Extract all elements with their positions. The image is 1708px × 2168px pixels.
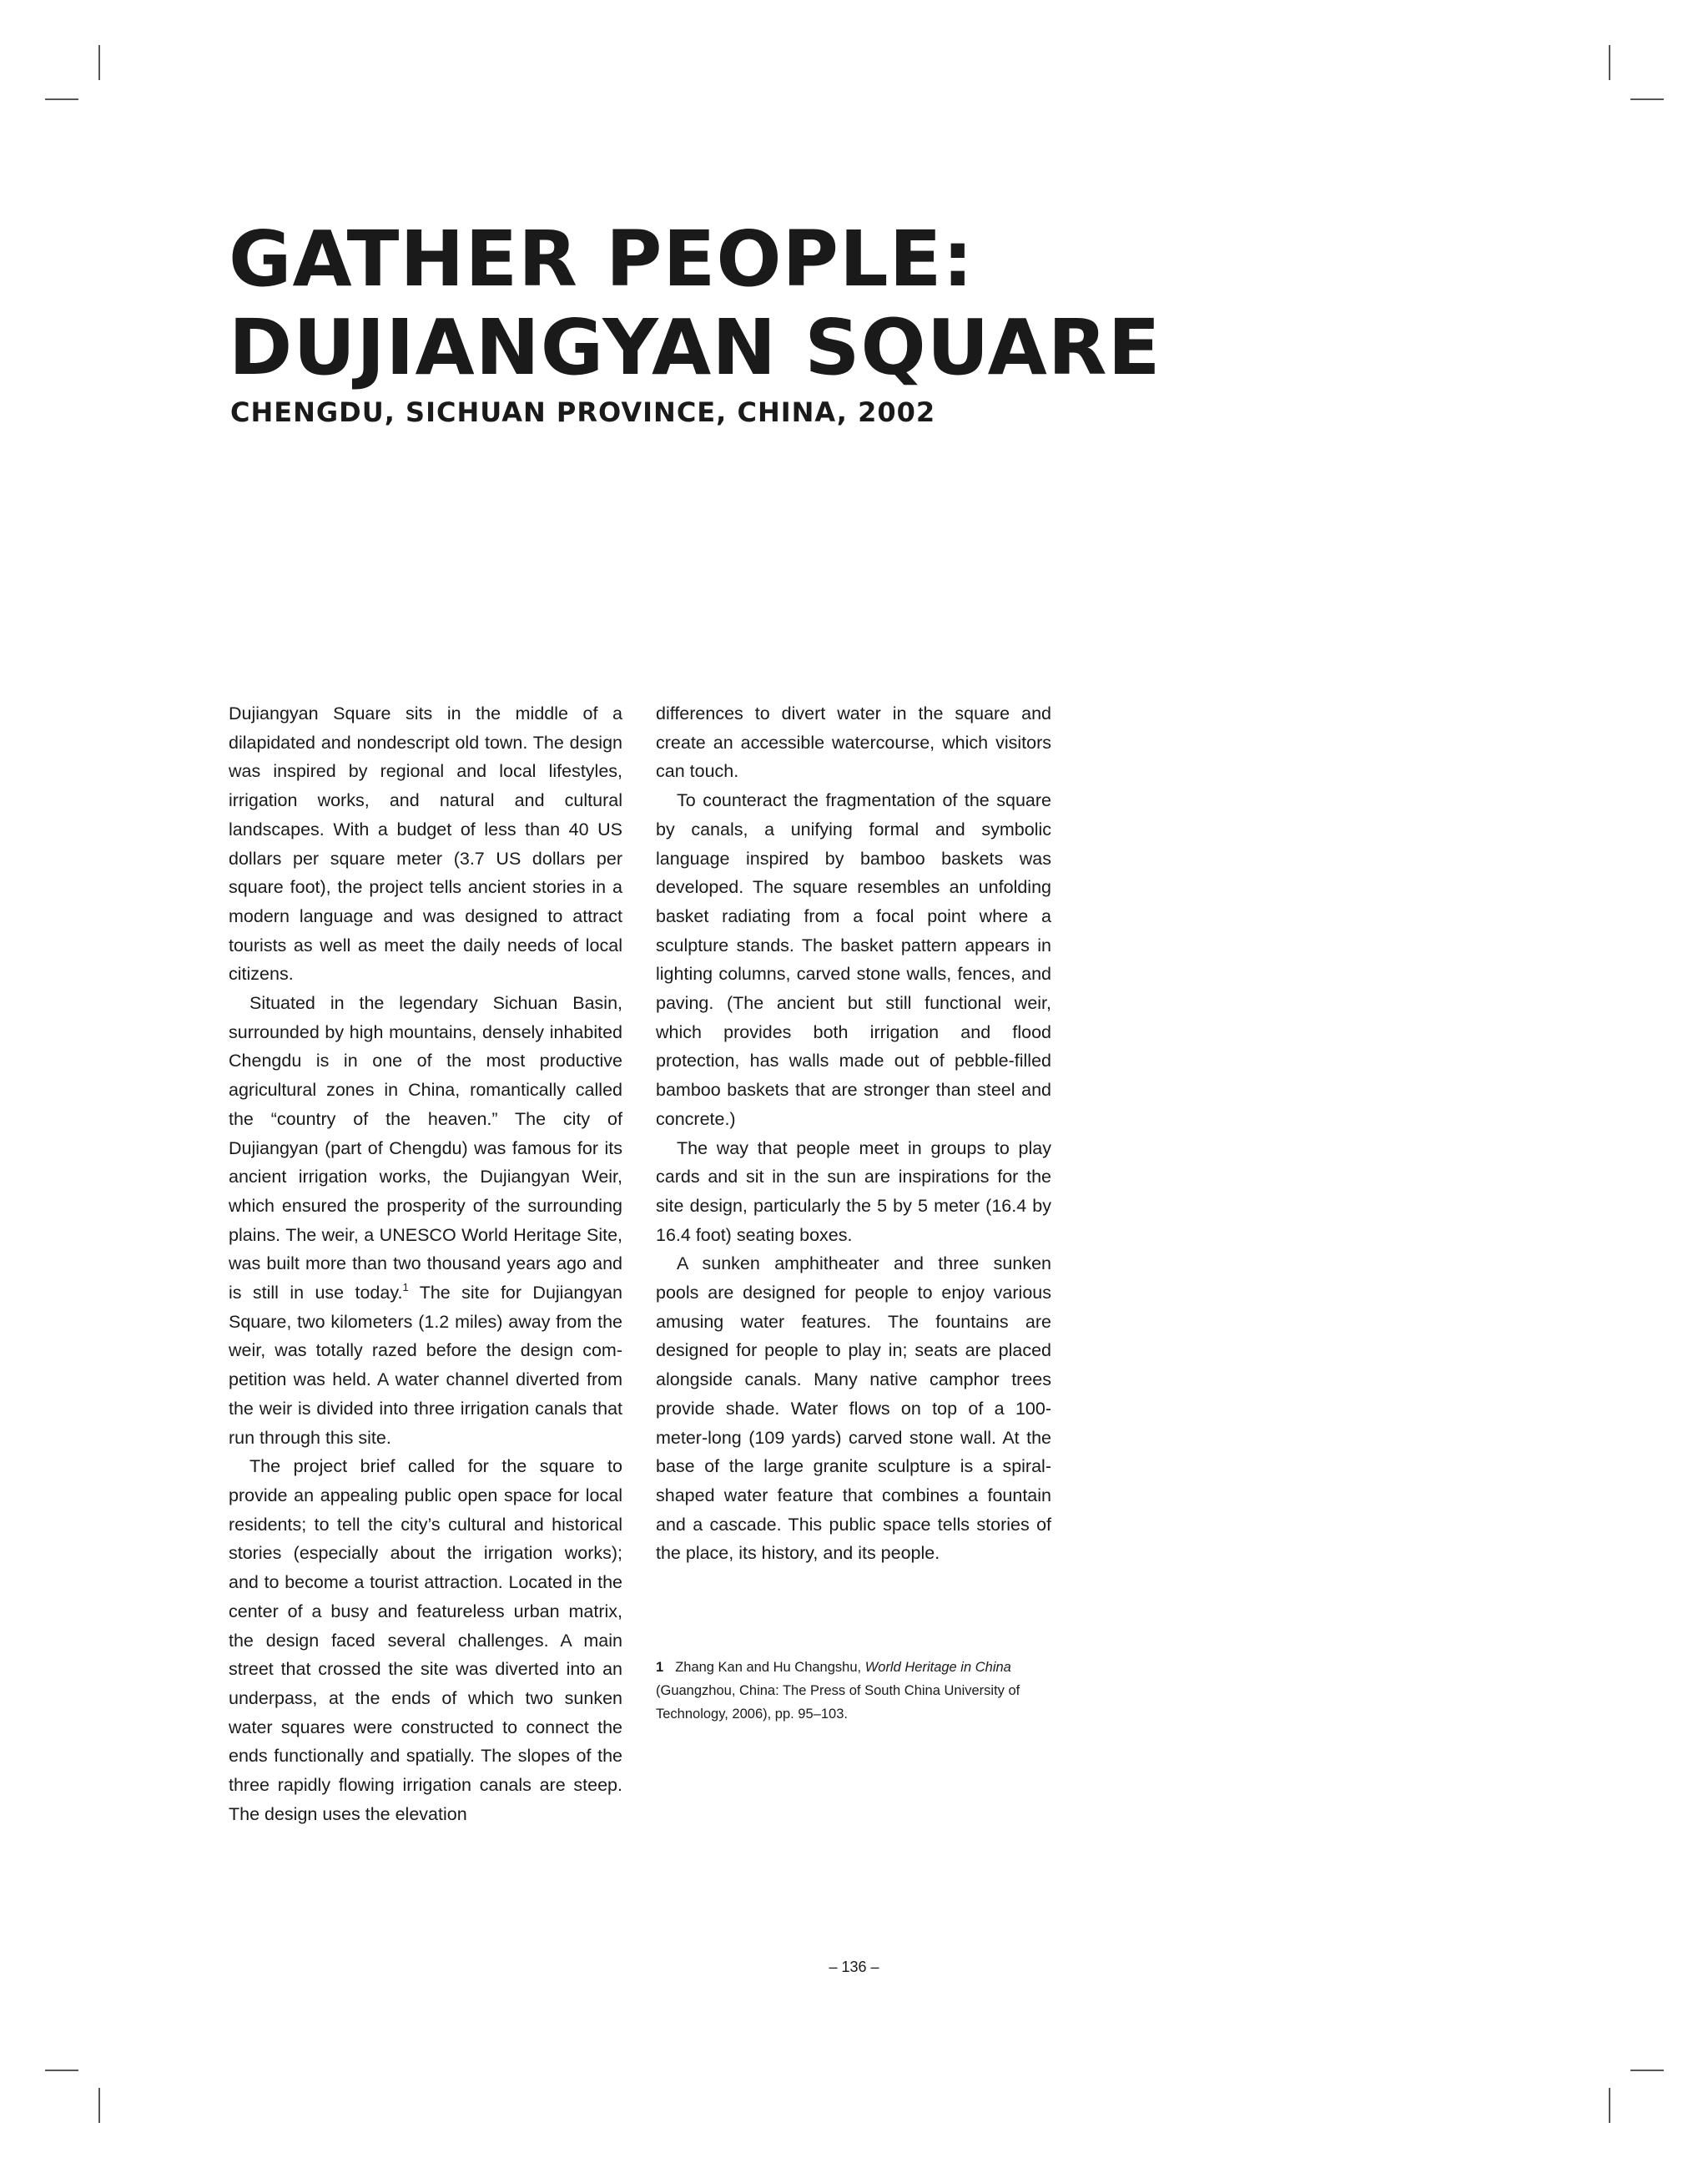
page-title xyxy=(229,215,1161,392)
body-column-left xyxy=(229,699,622,1828)
footnote xyxy=(656,1656,1051,1726)
footnote-reference: 1 xyxy=(402,1281,409,1294)
footnote-citation: (Guangzhou, China: The Press of South China University of Technology, 2006), pp. 95–103. xyxy=(656,1683,1020,1722)
title-line-2: DUJIANGYAN SQUARE xyxy=(229,303,1161,392)
body-paragraph: A sunken amphitheater and three sunken pools are designed for people to enjoy various amusing water features. The fountains are designed for people to play in; seats are placed alongside canals. Many native camphor trees provide shade. Water flows on top of a 100-meter-long (109 yards) carved stone wall. At the base of the large granite sculpture is a spiral-shaped water feature that combines a fountain and a cascade. This public space tells stories of the place, its history, and its people. xyxy=(656,1253,1051,1564)
crop-mark-top-left-horizontal xyxy=(45,98,78,100)
footnote-book-title: World Heritage in China xyxy=(864,1660,1011,1675)
body-paragraph: differences to divert water in the square and create an accessible watercourse, which visitors can touch. xyxy=(656,703,1051,782)
crop-mark-bottom-left-horizontal xyxy=(45,2070,78,2071)
crop-mark-bottom-left-vertical xyxy=(98,2088,100,2123)
body-paragraph: The way that people meet in groups to play cards and sit in the sun are inspirations for the site design, particularly the 5 by 5 meter (16.4 by 16.4 foot) seating boxes. xyxy=(656,1137,1051,1245)
crop-mark-top-left-vertical xyxy=(98,45,100,80)
footnote-number: 1 xyxy=(656,1660,664,1675)
body-paragraph: To counteract the fragmentation of the square by canals, a unifying formal and symbolic language inspired by bamboo baskets was developed. The square resembles an unfolding basket radiating from a focal point where a sculpture stands. The basket pattern appears in lighting columns, carved stone walls, fences, and paving. (The ancient but still functional weir, which provides both irrigation and flood protection, has walls made out of pebble-filled bamboo baskets that are stronger than steel and concrete.) xyxy=(656,790,1051,1129)
page-number: – 136 – xyxy=(829,1959,879,1975)
body-paragraph: The project brief called for the square to provide an appealing public open space for local residents; to tell the city’s cultural and historical stories (especially about the irrigation works); and to become a tourist attraction. Located in the center of a busy and featureless urban matrix, the design faced several challenges. A main street that crossed the site was diverted into an underpass, at the ends of which two sunken water squares were constructed to connect the ends functionally and spatially. The slopes of the three rapidly flowing irrigation canals are steep. The design uses the elevation xyxy=(229,1456,622,1824)
crop-mark-bottom-right-horizontal xyxy=(1630,2070,1664,2071)
paragraph-text: The site for Dujiangyan Square, two kilometers (1.2 miles) away from the weir, was totally razed before the design competition was held. A water channel diverted from the weir is divided into three irrigation canals that run through this site. xyxy=(229,1283,622,1448)
paragraph-text: Situated in the legendary Sichuan Basin, surrounded by high mountains, densely inhabited Chengdu is in one of the most productive agricultural zones in China, romantically called the “country of the heaven.” The city of Dujiangyan (part of Chengdu) was famous for its ancient irrigation works, the Dujiangyan Weir, which ensured the prosperity of the surrounding plains. The weir, a UNESCO World Heritage Site, was built more than two thousand years ago and is still in use today. xyxy=(229,993,622,1303)
crop-mark-top-right-horizontal xyxy=(1630,98,1664,100)
footnote-authors: Zhang Kan and Hu Changshu, xyxy=(675,1660,865,1675)
body-column-right xyxy=(656,699,1051,1568)
page-subtitle: CHENGDU, SICHUAN PROVINCE, CHINA, 2002 xyxy=(230,396,936,428)
crop-mark-bottom-right-vertical xyxy=(1609,2088,1610,2123)
body-paragraph: Dujiangyan Square sits in the middle of a dilapidated and nondescript old town. The design was inspired by regional and local lifestyles, irrigation works, and natural and cultural landscapes. With a budget of less than 40 US dollars per square meter (3.7 US dollars per square foot), the project tells ancient stories in a modern language and was designed to attract tourists as well as meet the daily needs of local citizens. xyxy=(229,703,622,985)
crop-mark-top-right-vertical xyxy=(1609,45,1610,80)
title-line-1: GATHER PEOPLE: xyxy=(229,214,975,304)
body-paragraph xyxy=(229,989,622,1452)
